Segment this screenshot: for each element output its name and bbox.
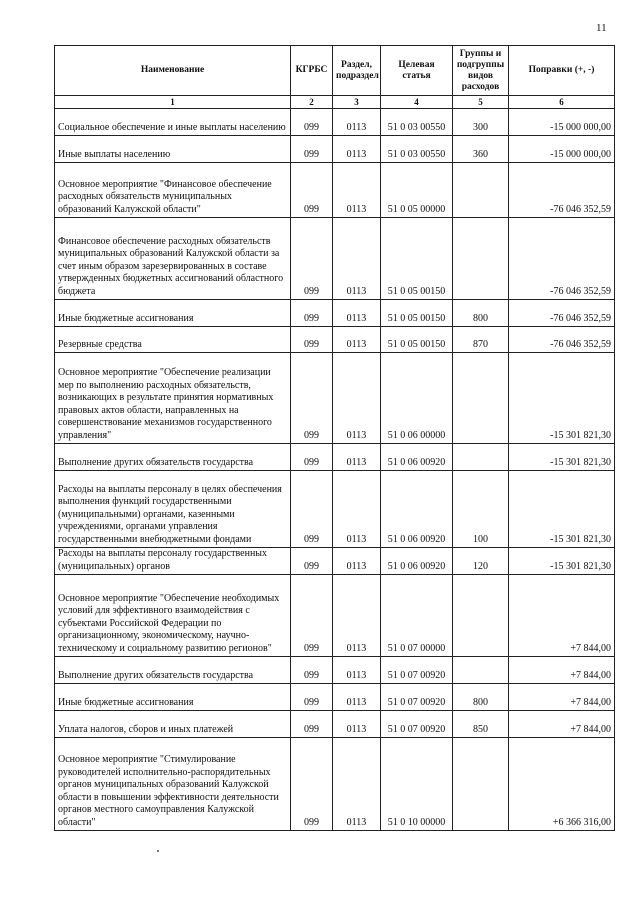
row-kgrbs: 099 (291, 300, 333, 327)
column-number: 1 (55, 96, 291, 109)
row-group (453, 163, 509, 218)
row-name: Расходы на выплаты персоналу в целях обеспечения выполнения функций государственными (муниципальными) органами, казенными учреждениями, органами управления государственными внебюджетными фондами (55, 471, 291, 548)
row-target: 51 0 03 00550 (381, 109, 453, 136)
row-section: 0113 (333, 300, 381, 327)
row-amount: -15 301 821,30 (509, 353, 615, 444)
row-amount: -15 000 000,00 (509, 136, 615, 163)
row-target: 51 0 06 00920 (381, 548, 453, 575)
row-section: 0113 (333, 548, 381, 575)
row-group: 120 (453, 548, 509, 575)
row-target: 51 0 05 00150 (381, 218, 453, 300)
header-amount: Поправки (+, -) (509, 46, 615, 96)
row-name: Иные бюджетные ассигнования (55, 300, 291, 327)
row-name: Иные бюджетные ассигнования (55, 684, 291, 711)
row-section: 0113 (333, 353, 381, 444)
column-number: 3 (333, 96, 381, 109)
row-amount: +7 844,00 (509, 711, 615, 738)
header-section: Раздел, подраздел (333, 46, 381, 96)
row-name: Выполнение других обязательств государства (55, 444, 291, 471)
row-name: Основное мероприятие "Стимулирование руководителей исполнительно-распорядительных органов муниципальных образований Калужской области в повышении эффективности деятельности органов местного самоуправления Калужской области" (55, 738, 291, 831)
table-row (55, 684, 615, 711)
row-kgrbs: 099 (291, 109, 333, 136)
row-group: 360 (453, 136, 509, 163)
row-name: Выполнение других обязательств государства (55, 657, 291, 684)
row-group: 300 (453, 109, 509, 136)
row-kgrbs: 099 (291, 218, 333, 300)
row-group (453, 575, 509, 657)
row-kgrbs: 099 (291, 711, 333, 738)
table-row (55, 218, 615, 300)
row-section: 0113 (333, 444, 381, 471)
header-kgrbs: КГРБС (291, 46, 333, 96)
table-row (55, 548, 615, 575)
table-row (55, 738, 615, 831)
row-group (453, 353, 509, 444)
row-name: Расходы на выплаты персоналу государственных (муниципальных) органов (55, 548, 291, 575)
row-section: 0113 (333, 327, 381, 353)
row-kgrbs: 099 (291, 575, 333, 657)
column-number-row (55, 96, 615, 109)
row-target: 51 0 06 00920 (381, 471, 453, 548)
row-amount: +7 844,00 (509, 684, 615, 711)
row-section: 0113 (333, 684, 381, 711)
row-amount: -15 301 821,30 (509, 471, 615, 548)
row-amount: -76 046 352,59 (509, 327, 615, 353)
row-amount: -15 301 821,30 (509, 444, 615, 471)
row-kgrbs: 099 (291, 353, 333, 444)
row-target: 51 0 05 00150 (381, 300, 453, 327)
row-group (453, 738, 509, 831)
row-section: 0113 (333, 136, 381, 163)
row-group (453, 657, 509, 684)
page-number: 11 (596, 22, 607, 34)
header-group: Группы и подгруппы видов расходов (453, 46, 509, 96)
row-amount: -76 046 352,59 (509, 300, 615, 327)
table-row (55, 444, 615, 471)
table-row (55, 353, 615, 444)
row-section: 0113 (333, 575, 381, 657)
row-section: 0113 (333, 738, 381, 831)
row-kgrbs: 099 (291, 163, 333, 218)
row-group (453, 218, 509, 300)
row-name: Уплата налогов, сборов и иных платежей (55, 711, 291, 738)
column-number: 6 (509, 96, 615, 109)
table-row (55, 711, 615, 738)
row-section: 0113 (333, 163, 381, 218)
row-amount: -76 046 352,59 (509, 218, 615, 300)
row-name: Основное мероприятие "Обеспечение реализации мер по выполнению расходных обязательств, возникающих в результате принятия нормативных правовых актов области, направленных на совершенствование механизмов государственного управления" (55, 353, 291, 444)
row-target: 51 0 07 00000 (381, 575, 453, 657)
row-target: 51 0 07 00920 (381, 684, 453, 711)
row-name: Иные выплаты населению (55, 136, 291, 163)
row-target: 51 0 07 00920 (381, 711, 453, 738)
table-row (55, 657, 615, 684)
row-section: 0113 (333, 471, 381, 548)
row-amount: -15 000 000,00 (509, 109, 615, 136)
row-name: Основное мероприятие "Обеспечение необходимых условий для эффективного взаимодействия с субъектами Российской Федерации по организационному, экономическому, научно-техническому и социальному развитию регионов" (55, 575, 291, 657)
row-section: 0113 (333, 657, 381, 684)
table-row (55, 471, 615, 548)
row-group: 800 (453, 684, 509, 711)
row-amount: -15 301 821,30 (509, 548, 615, 575)
row-group (453, 444, 509, 471)
row-section: 0113 (333, 218, 381, 300)
row-target: 51 0 06 00920 (381, 444, 453, 471)
row-name: Социальное обеспечение и иные выплаты населению (55, 109, 291, 136)
row-kgrbs: 099 (291, 327, 333, 353)
row-kgrbs: 099 (291, 136, 333, 163)
table-row (55, 163, 615, 218)
row-section: 0113 (333, 711, 381, 738)
row-kgrbs: 099 (291, 738, 333, 831)
row-name: Финансовое обеспечение расходных обязательств муниципальных образований Калужской области за счет иным образом зарезервированных в составе утвержденных бюджетных ассигнований областного бюджета (55, 218, 291, 300)
row-target: 51 0 05 00000 (381, 163, 453, 218)
row-kgrbs: 099 (291, 548, 333, 575)
row-group: 100 (453, 471, 509, 548)
row-group: 870 (453, 327, 509, 353)
row-amount: +7 844,00 (509, 575, 615, 657)
row-kgrbs: 099 (291, 657, 333, 684)
table-row (55, 575, 615, 657)
row-target: 51 0 10 00000 (381, 738, 453, 831)
column-number: 5 (453, 96, 509, 109)
header-row (55, 46, 615, 96)
column-number: 4 (381, 96, 453, 109)
row-kgrbs: 099 (291, 471, 333, 548)
budget-table (54, 45, 615, 831)
table-row (55, 300, 615, 327)
header-name: Наименование (55, 46, 291, 96)
row-amount: +6 366 316,00 (509, 738, 615, 831)
row-kgrbs: 099 (291, 684, 333, 711)
row-kgrbs: 099 (291, 444, 333, 471)
row-group: 800 (453, 300, 509, 327)
table-row (55, 109, 615, 136)
row-name: Резервные средства (55, 327, 291, 353)
table-row (55, 136, 615, 163)
row-name: Основное мероприятие "Финансовое обеспечение расходных обязательств муниципальных образований Калужской области" (55, 163, 291, 218)
row-amount: -76 046 352,59 (509, 163, 615, 218)
row-target: 51 0 03 00550 (381, 136, 453, 163)
row-amount: +7 844,00 (509, 657, 615, 684)
table-row (55, 327, 615, 353)
row-group: 850 (453, 711, 509, 738)
row-section: 0113 (333, 109, 381, 136)
row-target: 51 0 05 00150 (381, 327, 453, 353)
scan-speck (157, 850, 159, 852)
row-target: 51 0 06 00000 (381, 353, 453, 444)
header-target: Целевая статья (381, 46, 453, 96)
column-number: 2 (291, 96, 333, 109)
row-target: 51 0 07 00920 (381, 657, 453, 684)
